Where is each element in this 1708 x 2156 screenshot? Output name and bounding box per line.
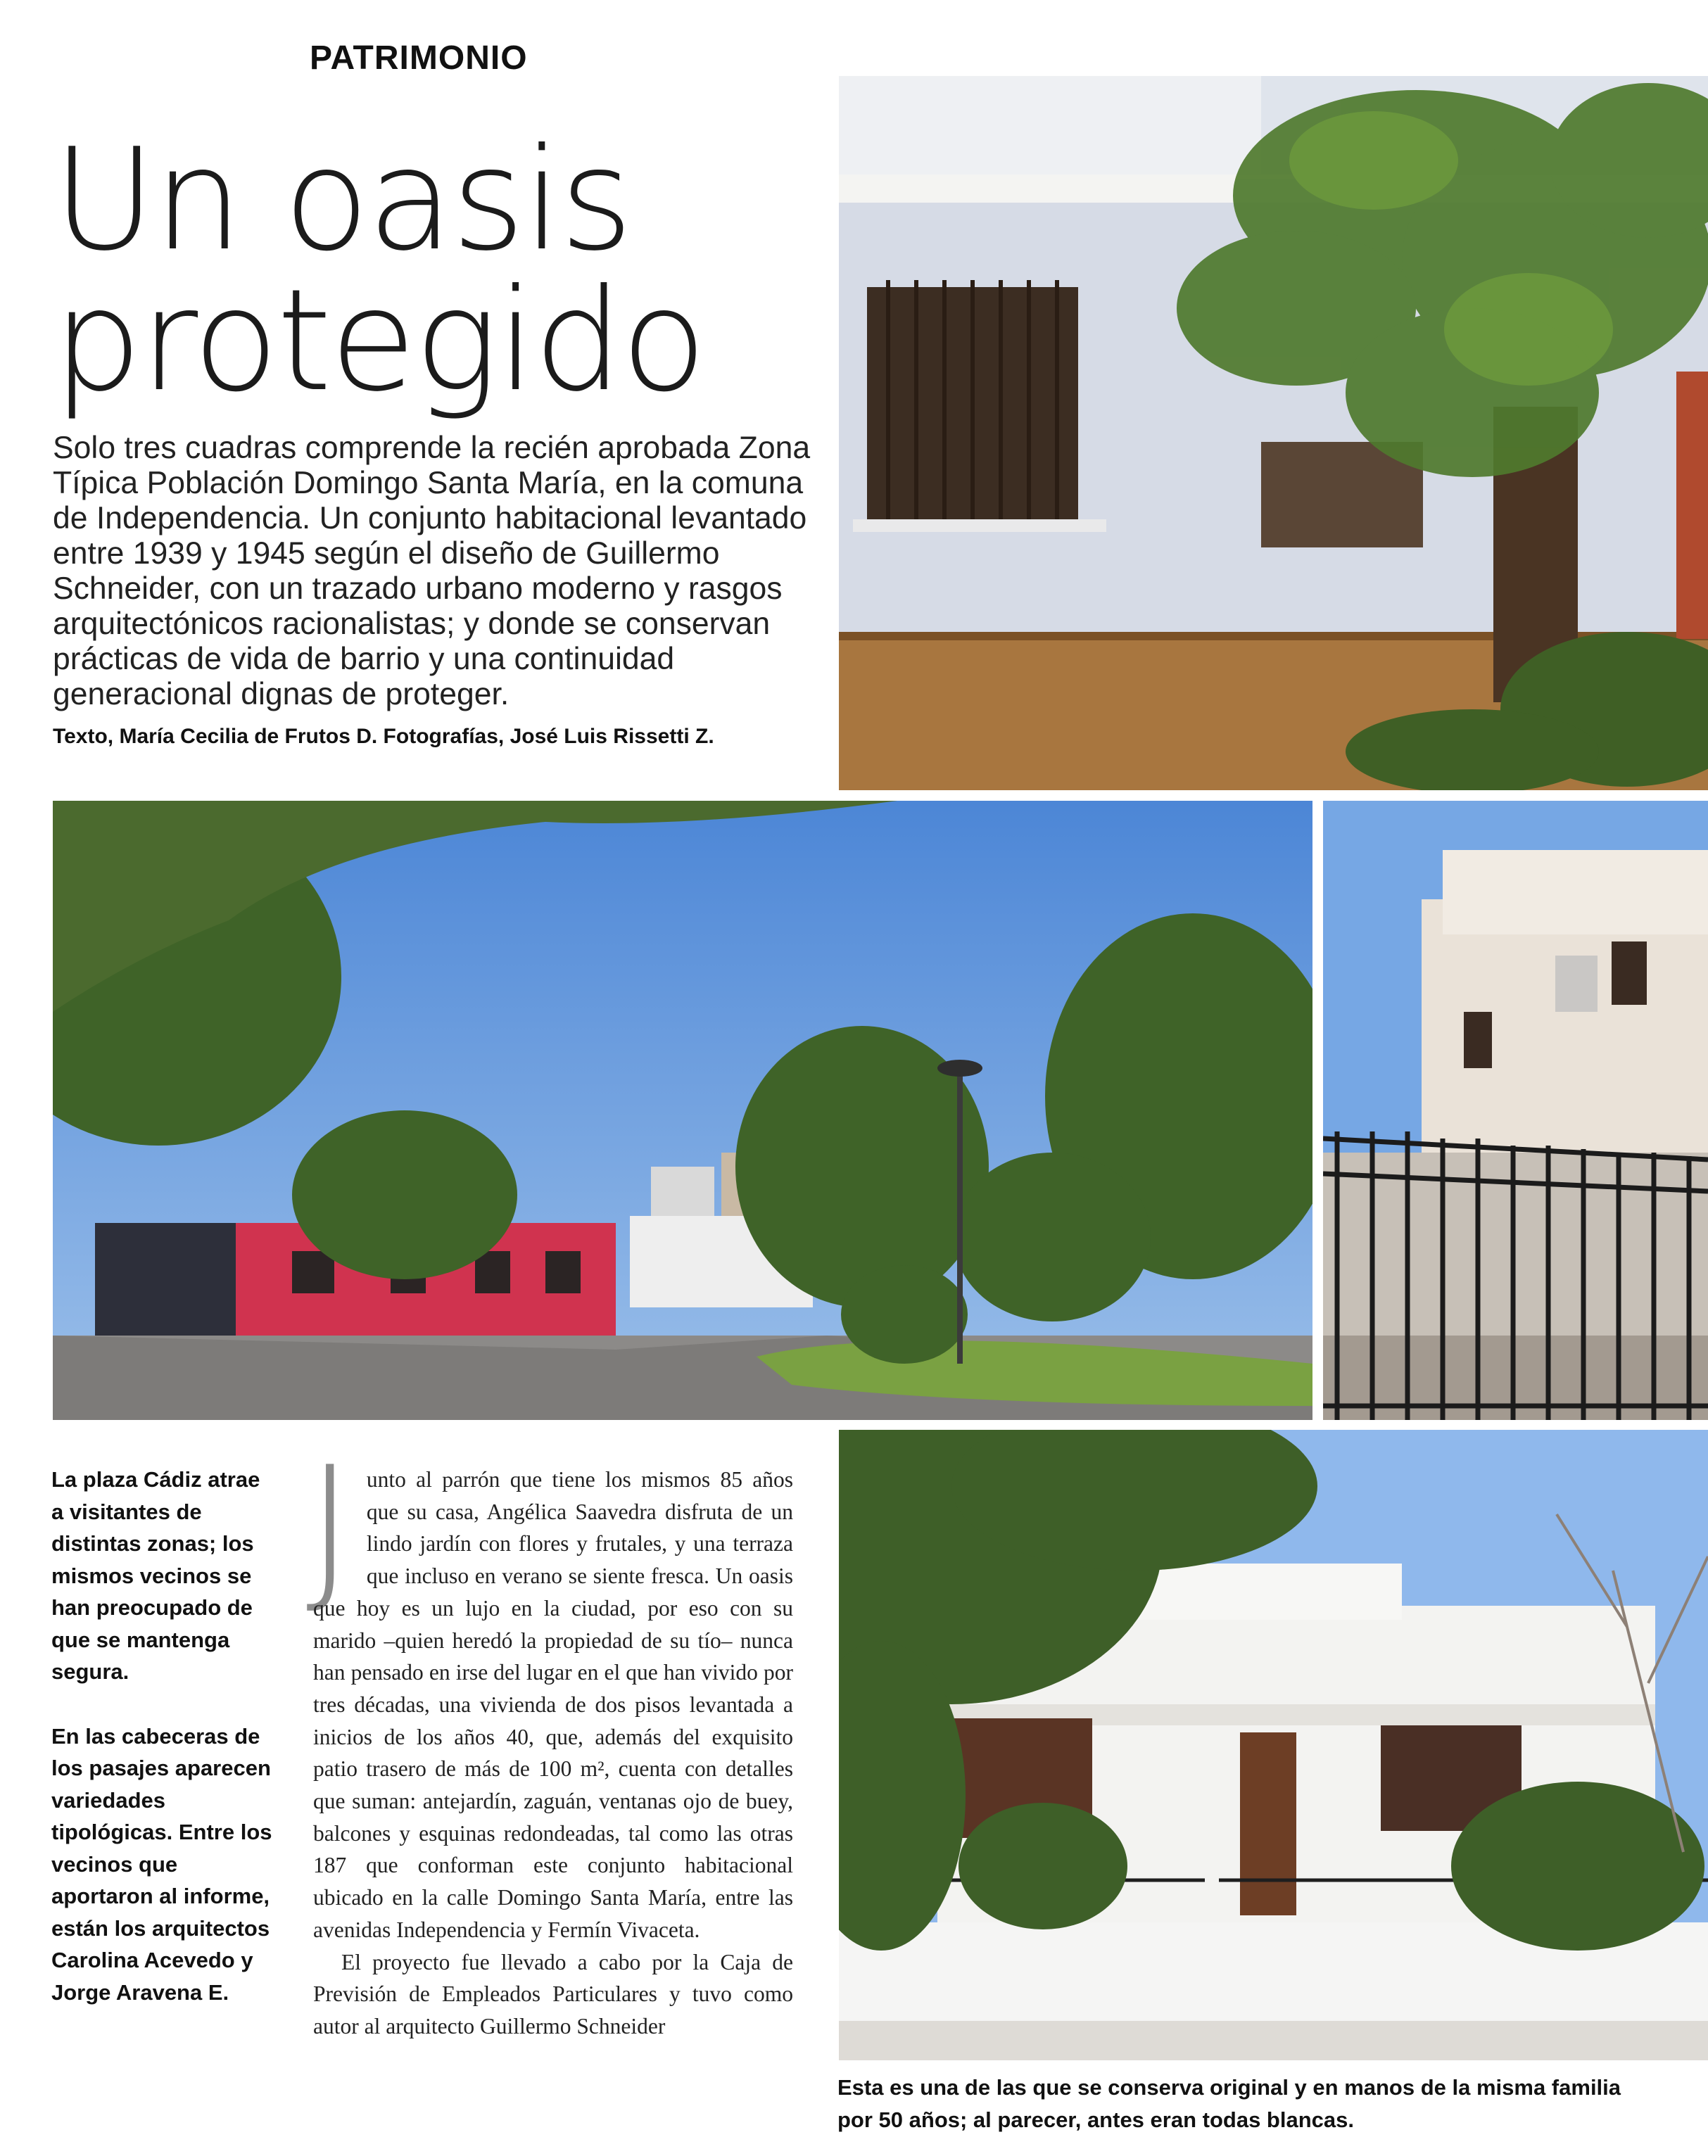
photo-house-gate bbox=[1323, 801, 1708, 1420]
title-line-2: protegido bbox=[53, 259, 705, 423]
section-label: PATRIMONIO bbox=[310, 39, 528, 77]
article-paragraph-2: El proyecto fue llevado a cabo por la Caja de Previsión de Empleados Particulares y tuvo como autor al arquitecto Guillermo Schneider bbox=[313, 1949, 793, 2038]
photo-house-facade-tree bbox=[839, 76, 1708, 790]
photo-white-house bbox=[839, 1430, 1708, 2060]
drop-cap: J bbox=[306, 1433, 354, 1621]
title-line-1: Un oasis bbox=[53, 118, 631, 282]
article-body bbox=[306, 1433, 793, 2043]
credits-line: Texto, María Cecilia de Frutos D. Fotografías, José Luis Rissetti Z. bbox=[53, 725, 714, 748]
sidebar-captions bbox=[51, 1464, 277, 2041]
sidebar-caption-plaza: La plaza Cádiz atrae a visitantes de distintas zonas; los mismos vecinos se han preocupado de que se mantenga segura. bbox=[51, 1467, 260, 1684]
article-paragraph-1: unto al parrón que tiene los mismos 85 años que su casa, Angélica Saavedra disfruta de un lindo jardín con flores y frutales, y una terraza que incluso en verano se siente fresca. Un oasis que hoy es un lujo en la ciudad, por eso con su marido –quien heredó la propiedad de su tío– nunca han pensado en irse del lugar en el que han vivido por tres décadas, una vivienda de dos pisos levantada a inicios de los años 40, que, además del exquisito patio trasero de más de 100 m², cuenta con detalles que suman: antejardín, zaguán, ventanas ojo de buey, balcones y esquinas redondeadas, tal como las otras 187 que conforman este conjunto habitacional ubicado en la calle Domingo Santa María, entre las avenidas Independencia y Fermín Vivaceta. bbox=[313, 1467, 793, 1942]
page-title bbox=[53, 118, 813, 423]
lede-paragraph: Solo tres cuadras comprende la recién aprobada Zona Típica Población Domingo Santa María, en la comuna de Independencia. Un conjunto habitacional levantado entre 1939 y 1945 según el diseño de Guillermo Schneider, con un trazado urbano moderno y rasgos arquitectónicos racionalistas; y donde se conservan prácticas de vida de barrio y una continuidad generacional dignas de proteger. bbox=[53, 431, 811, 711]
photo-caption: Esta es una de las que se conserva original y en manos de la misma familia por 50 años; al parecer, antes eran todas blancas. bbox=[837, 2075, 1621, 2132]
sidebar-caption-tipologias: En las cabeceras de los pasajes aparecen variedades tipológicas. Entre los vecinos que aportaron al informe, están los arquitectos Carolina Acevedo y Jorge Aravena E. bbox=[51, 1723, 272, 2005]
photo-plaza-cadiz bbox=[53, 801, 1312, 1420]
